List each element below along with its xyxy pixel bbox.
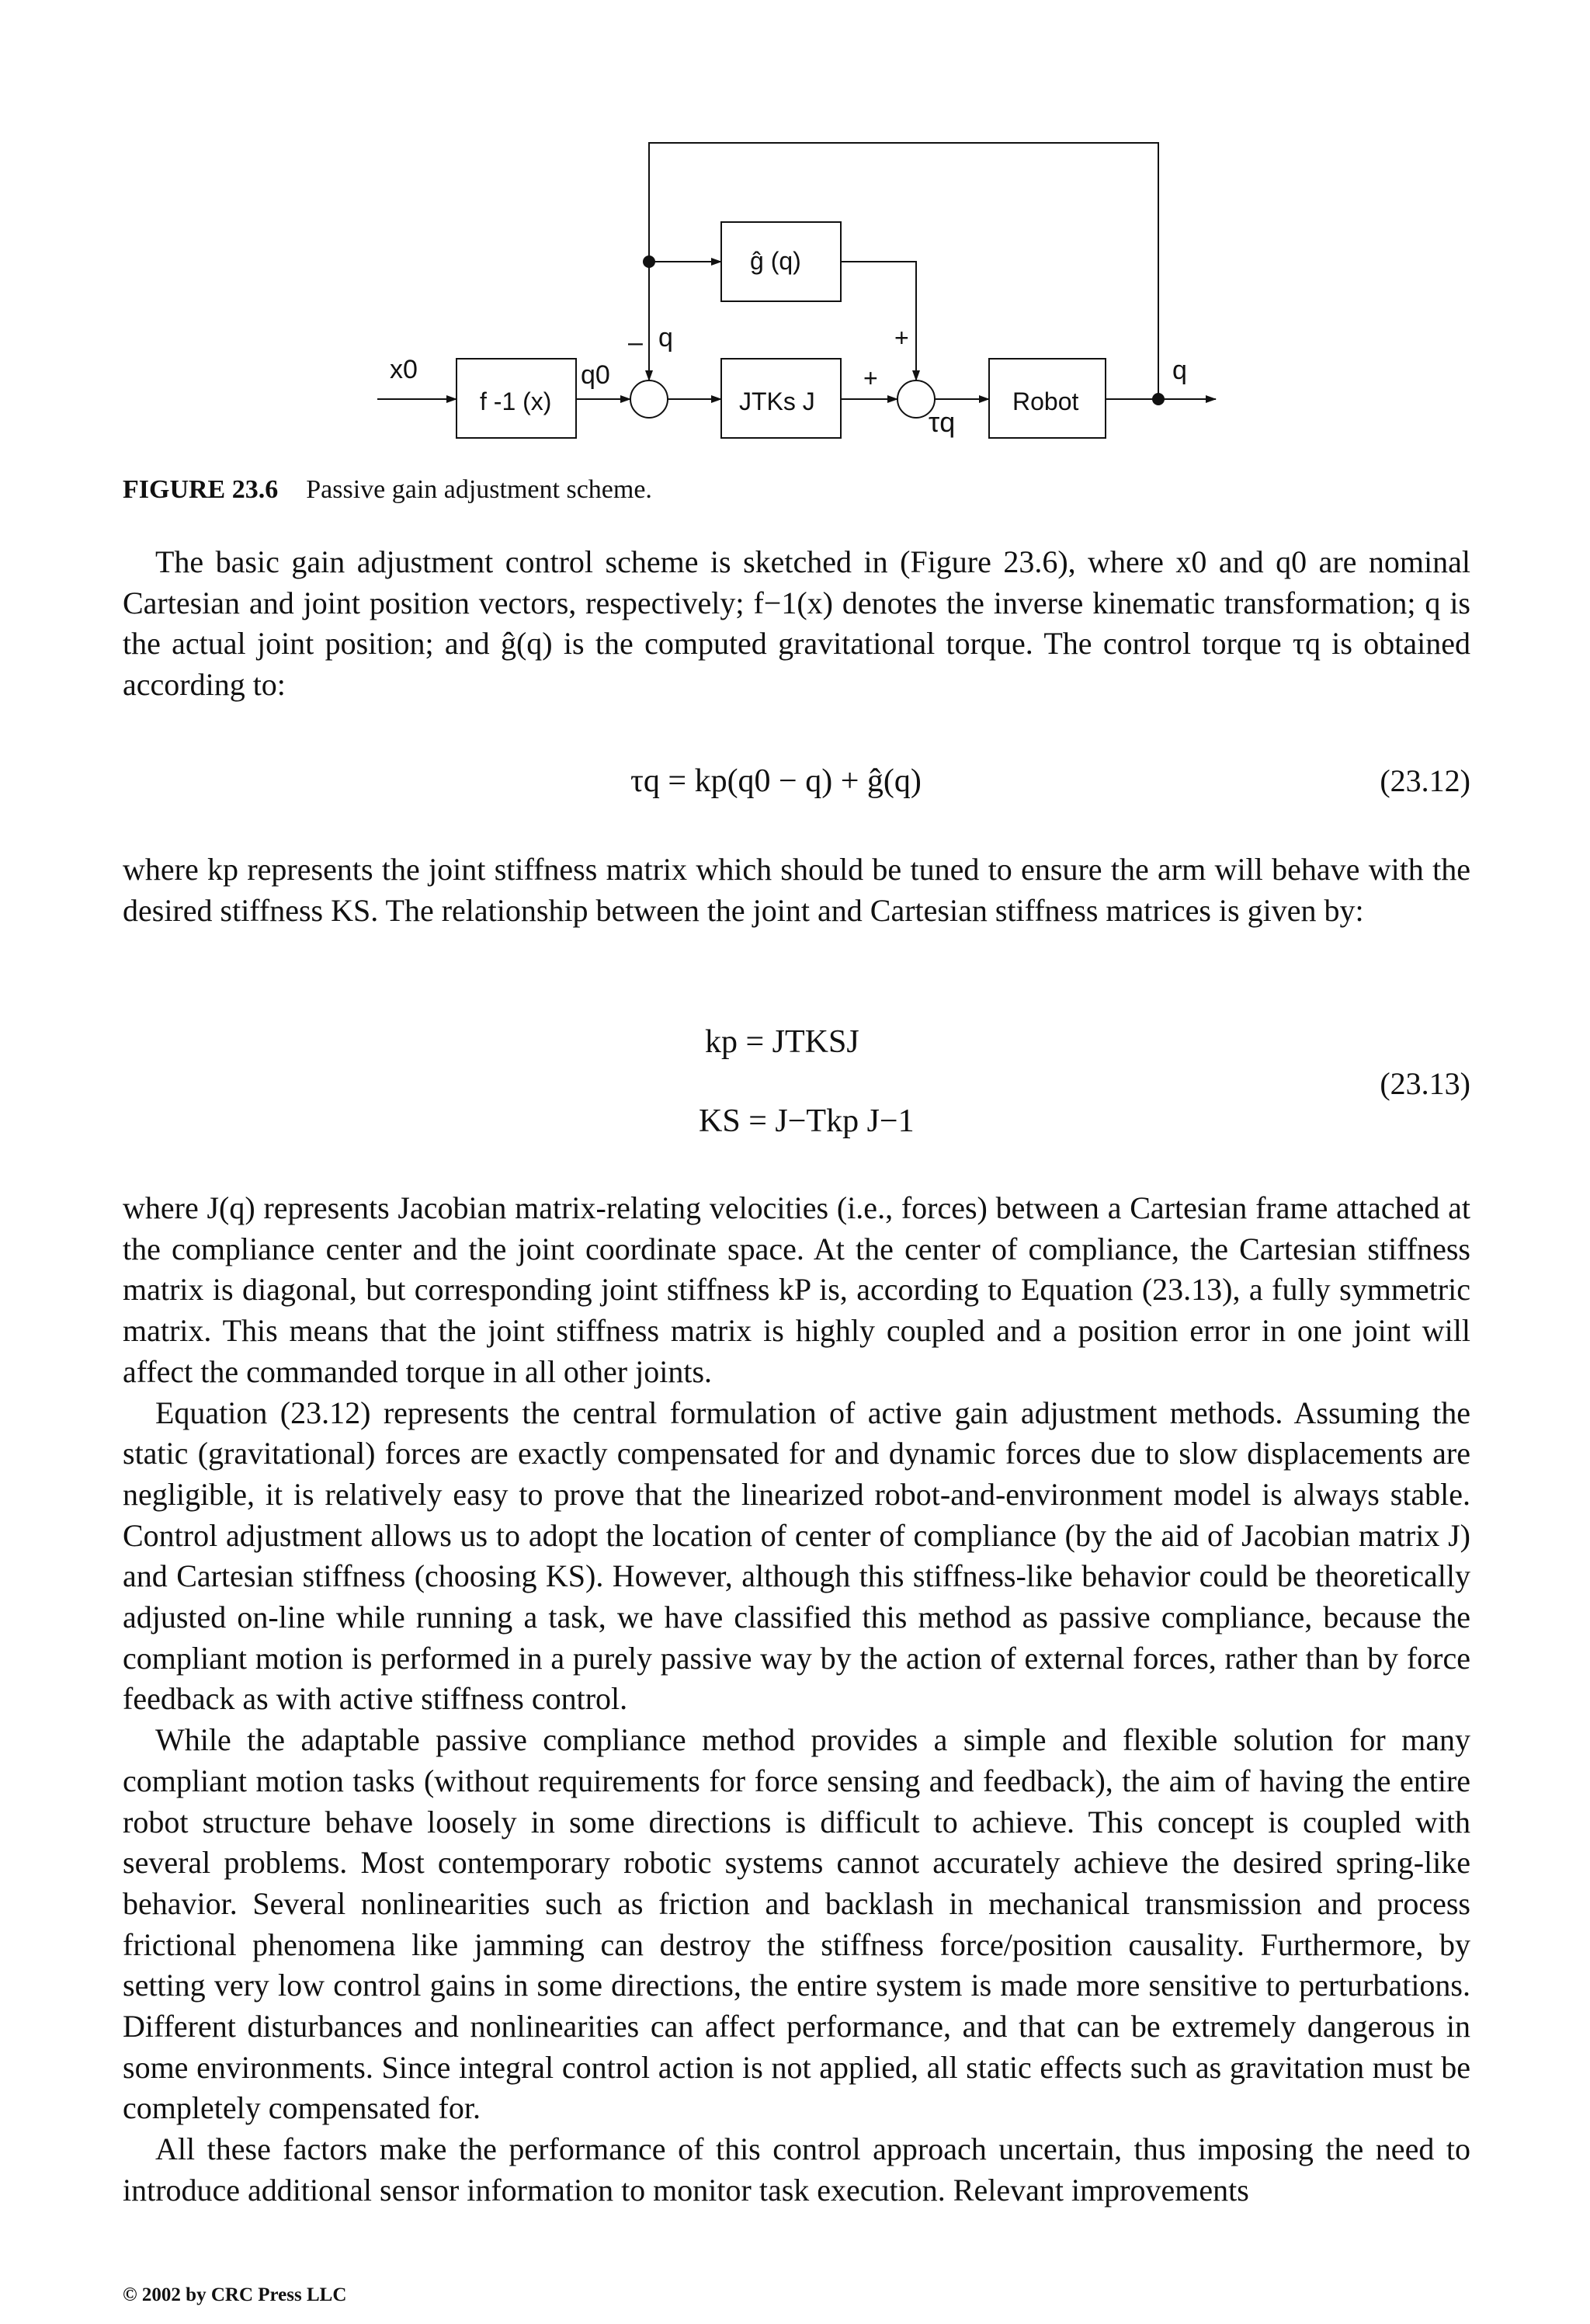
- feedback-q-label: q: [658, 323, 673, 353]
- equation-23-12: τq = kp(q0 − q) + ĝ(q): [630, 763, 922, 799]
- paragraph-6: All these factors make the performance of this control approach uncertain, thus imposing the need to introduce additional sensor information to monitor task execution. Relevant improvements: [123, 2131, 1470, 2208]
- paragraph-5: While the adaptable passive compliance method provides a simple and flexible solution for many compliant motion tasks (without requirements for force sensing and feedback), the aim of having the entire robot structure behave loosely in some directions is difficult to achieve. This concept is coupled with several problems. Most contemporary robotic systems cannot accurately achieve the desired spring-like behavior. Several nonlinearities such as friction and backlash in mechanical transmission and process frictional phenomena like jamming can destroy the stiffness force/position causality. Furthermore, by setting very low control gains in some directions, the entire system is made more sensitive to perturbations. Different disturbances and nonlinearities can affect performance, and that can be extremely dangerous in some environments. Since integral control action is not applied, all static effects such as gravitation must be completely compensated for.: [123, 1722, 1470, 2126]
- signal-gravity-out: [841, 262, 916, 380]
- feedback-loop: [649, 143, 1158, 399]
- gravity-block-label: ĝ (q): [750, 247, 801, 275]
- copyright-footer: © 2002 by CRC Press LLC: [123, 2284, 347, 2305]
- robot-block-label: Robot: [1012, 387, 1079, 415]
- minus-sign: –: [628, 328, 643, 357]
- plus-top: +: [894, 324, 909, 352]
- figure-number: FIGURE 23.6: [123, 475, 279, 504]
- branch-junction-dot: [643, 255, 655, 268]
- paragraph-3: where J(q) represents Jacobian matrix-relating velocities (i.e., forces) between a Cartesian frame attached at the compliance center and the joint coordinate space. At the center of compliance, the Cartesian stiffness matrix is diagonal, but corresponding joint stiffness kP is, according to Equation (23.13), a fully symmetric matrix. This means that the joint stiffness matrix is highly coupled and a position error in one joint will affect the commanded torque in all other joints.: [123, 1190, 1470, 1389]
- summing-junction-1: [630, 380, 668, 418]
- body-paragraphs: [123, 1188, 1470, 2211]
- equation-23-13-b: KS = J−Tkp J−1: [699, 1103, 915, 1139]
- paragraph-2: where kp represents the joint stiffness matrix which should be tuned to ensure the arm will behave with the desired stiffness KS. The relationship between the joint and Cartesian stiffness matrices is given by:: [123, 852, 1470, 928]
- stiffness-block-label: JTKs J: [739, 387, 815, 415]
- passive-gain-block-diagram: [0, 0, 1590, 466]
- equation-23-13-a: kp = JTKSJ: [705, 1024, 859, 1060]
- feedback-junction-dot: [1152, 393, 1165, 405]
- paragraph-1-block: [123, 542, 1470, 706]
- input-label: x0: [390, 355, 418, 384]
- tau-label: τq: [929, 406, 956, 438]
- paragraph-4: Equation (23.12) represents the central formulation of active gain adjustment methods. Assuming the static (gravitational) forces are exactly compensated for and dynamic forces due to slow displacements are negligible, it is relatively easy to prove that the linearized robot-and-environment model is always stable. Control adjustment allows us to adopt the location of center of compliance (by the aid of Jacobian matrix J) and Cartesian stiffness (choosing KS). However, although this stiffness-like behavior could be theoretically adjusted on-line while running a task, we have classified this method as passive compliance, because the compliant motion is performed in a purely passive way by the action of external forces, rather than by force feedback as with active stiffness control.: [123, 1395, 1470, 1717]
- equation-23-12-number: (23.12): [1380, 763, 1470, 798]
- equation-23-13-number: (23.13): [1380, 1066, 1470, 1101]
- q0-label: q0: [581, 360, 610, 390]
- paragraph-2-block: [123, 849, 1470, 931]
- plus-left: +: [863, 364, 878, 392]
- output-q-label: q: [1172, 356, 1187, 385]
- figure-caption: [123, 475, 652, 505]
- paragraph-1: The basic gain adjustment control scheme is sketched in (Figure 23.6), where x0 and q0 are nominal Cartesian and joint position vectors, respectively; f−1(x) denotes the inverse kinematic transformation; q is the actual joint position; and ĝ(q) is the computed gravitational torque. The control torque τq is obtained according to:: [123, 544, 1470, 703]
- inverse-block-label: f -1 (x): [480, 387, 552, 415]
- figure-caption-text: Passive gain adjustment scheme.: [306, 475, 652, 504]
